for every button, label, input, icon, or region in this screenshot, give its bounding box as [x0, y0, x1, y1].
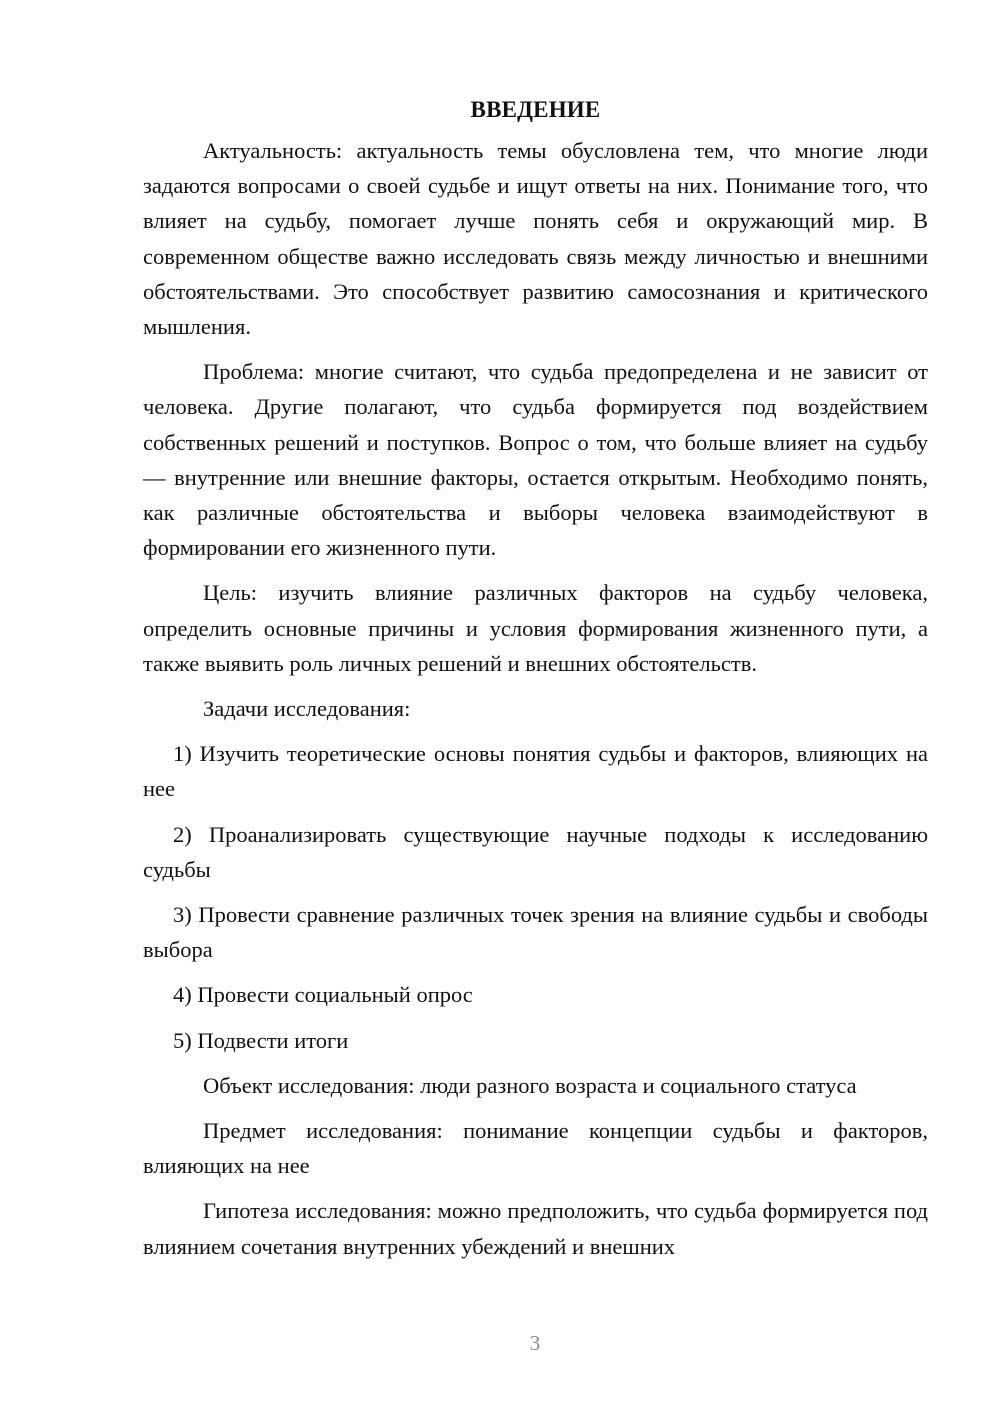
task-item-5: 5) Подвести итоги	[173, 1027, 349, 1053]
paragraph-subject: Предмет исследования: понимание концепции судьбы и факторов, влияющих на нее	[143, 1118, 928, 1179]
paragraph-problem: Проблема: многие считают, что судьба предопределена и не зависит от человека. Другие полагают, что судьба формируется под воздействием собственных решений и поступков. Вопрос о том, что больше влияет на судьбу — внутренние или внешние факторы, остается открытым. Необходимо понять, как различные обстоятельства и выборы человека взаимодействуют в формировании его жизненного пути.	[143, 359, 928, 561]
paragraph-goal: Цель: изучить влияние различных факторов на судьбу человека, определить основные причины и условия формирования жизненного пути, а также выявить роль личных решений и внешних обстоятельств.	[143, 580, 928, 676]
section-title: ВВЕДЕНИЕ	[470, 97, 601, 122]
paragraph-tasks-heading: Задачи исследования:	[203, 696, 411, 722]
paragraph-relevance: Актуальность: актуальность темы обусловлена тем, что многие люди задаются вопросами о своей судьбе и ищут ответы на них. Понимание того, что влияет на судьбу, помогает лучше понять себя и окружающий мир. В современном обществе важно исследовать связь между личностью и внешними обстоятельствами. Это способствует развитию самосознания и критического мышления.	[143, 138, 928, 340]
document-page	[143, 92, 928, 1264]
task-item-1: 1) Изучить теоретические основы понятия судьбы и факторов, влияющих на нее	[143, 741, 928, 802]
task-item-3: 3) Провести сравнение различных точек зрения на влияние судьбы и свободы выбора	[143, 902, 928, 963]
task-item-2: 2) Проанализировать существующие научные подходы к исследованию судьбы	[143, 821, 928, 882]
task-item-4: 4) Провести социальный опрос	[173, 982, 473, 1008]
paragraph-object: Объект исследования: люди разного возраста и социального статуса	[203, 1072, 857, 1098]
page-number: 3	[529, 1331, 541, 1355]
paragraph-hypothesis: Гипотеза исследования: можно предположить, что судьба формируется под влиянием сочетания внутренних убеждений и внешних	[143, 1198, 928, 1259]
